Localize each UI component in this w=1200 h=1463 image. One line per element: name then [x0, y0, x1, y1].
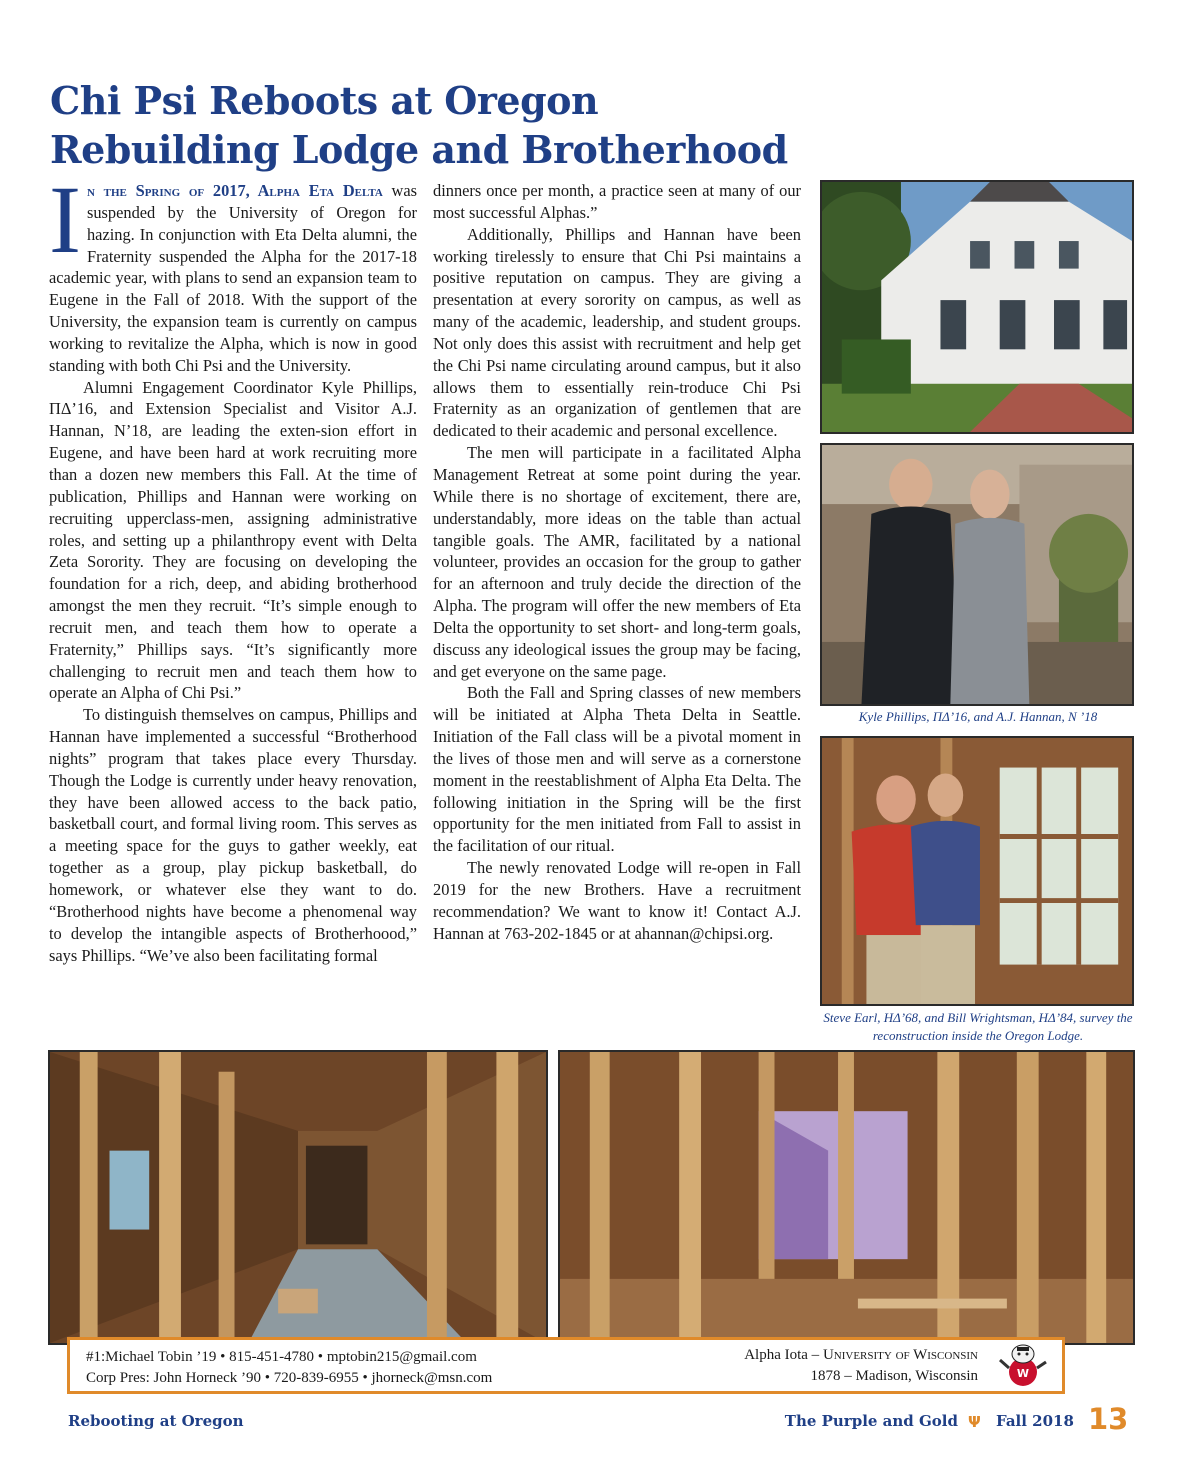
phillips-hannan-photo [820, 443, 1134, 706]
title-line-1: Chi Psi Reboots at Oregon [50, 78, 599, 123]
badger-mascot-icon [996, 1342, 1050, 1390]
chapter-founding: 1878 – Madison, Wisconsin [810, 1368, 978, 1384]
lodge-exterior-photo [820, 180, 1134, 434]
paragraph-1-body: was suspended by the University of Oregon for hazing. In conjunction with Eta Delta alumni, the Fraternity suspended the Alpha for the 2017-18 academic year, with plans to send an expansion team to Eugene in the Fall of 2018. With the support of the University, the expansion team is currently on campus working to revitalize the Alpha, which is now in good standing with both Chi Psi and the University. [49, 181, 417, 375]
photo-caption-earl-wrightsman: Steve Earl, HΔ’68, and Bill Wrightsman, HΔ’84, survey the reconstruction inside the Oregon Lodge. [823, 1010, 1133, 1043]
chapter-identity [744, 1345, 978, 1387]
renovation-room-photo [558, 1050, 1135, 1345]
paragraph-3-continued: dinners once per month, a practice seen at many of our most successful Alphas.” [433, 181, 801, 222]
paragraph-2: Alumni Engagement Coordinator Kyle Phillips, ΠΔ’16, and Extension Specialist and Visitor A.J. Hannan, N’18, are leading the exten-sion effort in Eugene, and have been hard at work recruiting more than a dozen new members this Fall. At the time of publication, Phillips and Hannan were working on recruiting upperclass-men, assigning administrative roles, and setting up a philanthropy event with Delta Zeta Sorority. They are focusing on developing the foundation for a rich, deep, and abiding brotherhood amongst the men they recruit. “It’s simple enough to recruit men, and teach them how to operate a Fraternity,” Phillips says. “It’s significantly more challenging to recruit men and teach them how to operate an Alpha of Chi Psi.” [49, 377, 417, 703]
article-title [50, 76, 788, 174]
paragraph-4: Additionally, Phillips and Hannan have been working tirelessly to ensure that Chi Psi maintains a positive reputation on campus. They are giving a presentation at every sorority on campus, as well as many of the academic, leadership, and student groups. Not only does this assist with recruitment and help get the Chi Psi name circulating around campus, but it also allows them to essentially rein-troduce Chi Psi Fraternity as an organization of gentlemen that are dedicated to their academic and personal excellence. [433, 224, 801, 441]
university-name: University of Wisconsin [822, 1347, 978, 1363]
chi-psi-logo-icon: Ψ [968, 1413, 981, 1431]
text-column-2 [433, 180, 801, 945]
paragraph-6: Both the Fall and Spring classes of new members will be initiated at Alpha Theta Delta in Seattle. Initiation of the Fall class will be a pivotal moment in the lives of those men and will serve as a cornerstone moment in the reestablishment of Alpha Eta Delta. The following initiation in the Spring will be the first opportunity for the men initiated from Fall to assist in the facilitation of our ritual. [433, 683, 801, 856]
chapter-contacts [86, 1347, 492, 1389]
paragraph-3: To distinguish themselves on campus, Phillips and Hannan have implemented a successful “Brotherhood nights” program that takes place every Thursday. Though the Lodge is currently under heavy renovation, they have been allowed access to the back patio, basketball court, and formal living room. This serves as a meeting space for the guys to gather weekly, eat together as a group, play pickup basketball, do homework, or whatever else they want to do. “Brotherhood nights have become a phenomenal way to develop the intangible aspects of Brotherhoood,” says Phillips. “We’ve also been facilitating formal [49, 705, 417, 965]
chapter-name-line [744, 1345, 978, 1366]
paragraph-5: The men will participate in a facilitated Alpha Management Retreat at some point during the year. While there is no shortage of excitement, there are, understandably, more ideas on the table than actual tangible goals. The AMR, facilitated by a national volunteer, provides an occasion for the group to gather for an afternoon and truly decide the direction of the Alpha. The program will offer the new members of Eta Delta the opportunity to set short- and long-term goals, discuss any ideological issues the group may be facing, and get everyone on the same page. [433, 443, 801, 681]
earl-wrightsman-photo [820, 736, 1134, 1006]
page-number: 13 [1088, 1402, 1129, 1436]
page-footer [0, 1404, 1200, 1444]
footer-publication [785, 1412, 958, 1430]
title-line-2: Rebuilding Lodge and Brotherhood [50, 127, 788, 172]
footer-issue: Fall 2018 [996, 1412, 1074, 1430]
renovation-hallway-photo [48, 1050, 548, 1345]
svg-text:W: W [1016, 1367, 1030, 1380]
drop-cap: I [49, 166, 81, 273]
chapter-name: Alpha Iota – [744, 1347, 823, 1363]
footer-section-title: Rebooting at Oregon [68, 1412, 244, 1430]
chapter-info-box [67, 1337, 1065, 1394]
paragraph-1 [49, 166, 417, 377]
text-column-1 [49, 166, 417, 966]
contact-line-1: #1:Michael Tobin ’19 • 815-451-4780 • mptobin215@gmail.com [86, 1349, 477, 1365]
publication-name: The Purple and Gold [784, 1412, 958, 1430]
paragraph-7: The newly renovated Lodge will re-open in Fall 2019 for the new Brothers. Have a recruitment recommendation? We want to know it! Contact A.J. Hannan at 763-202-1845 or at ahannan@chipsi.org. [433, 858, 801, 943]
lead-in: n the Spring of 2017, Alpha Eta Delta [86, 181, 383, 200]
contact-line-2: Corp Pres: John Horneck ’90 • 720-839-6955 • jhorneck@msn.com [86, 1370, 493, 1386]
photo-caption-phillips-hannan: Kyle Phillips, ΠΔ’16, and A.J. Hannan, N ’18 [858, 709, 1098, 724]
